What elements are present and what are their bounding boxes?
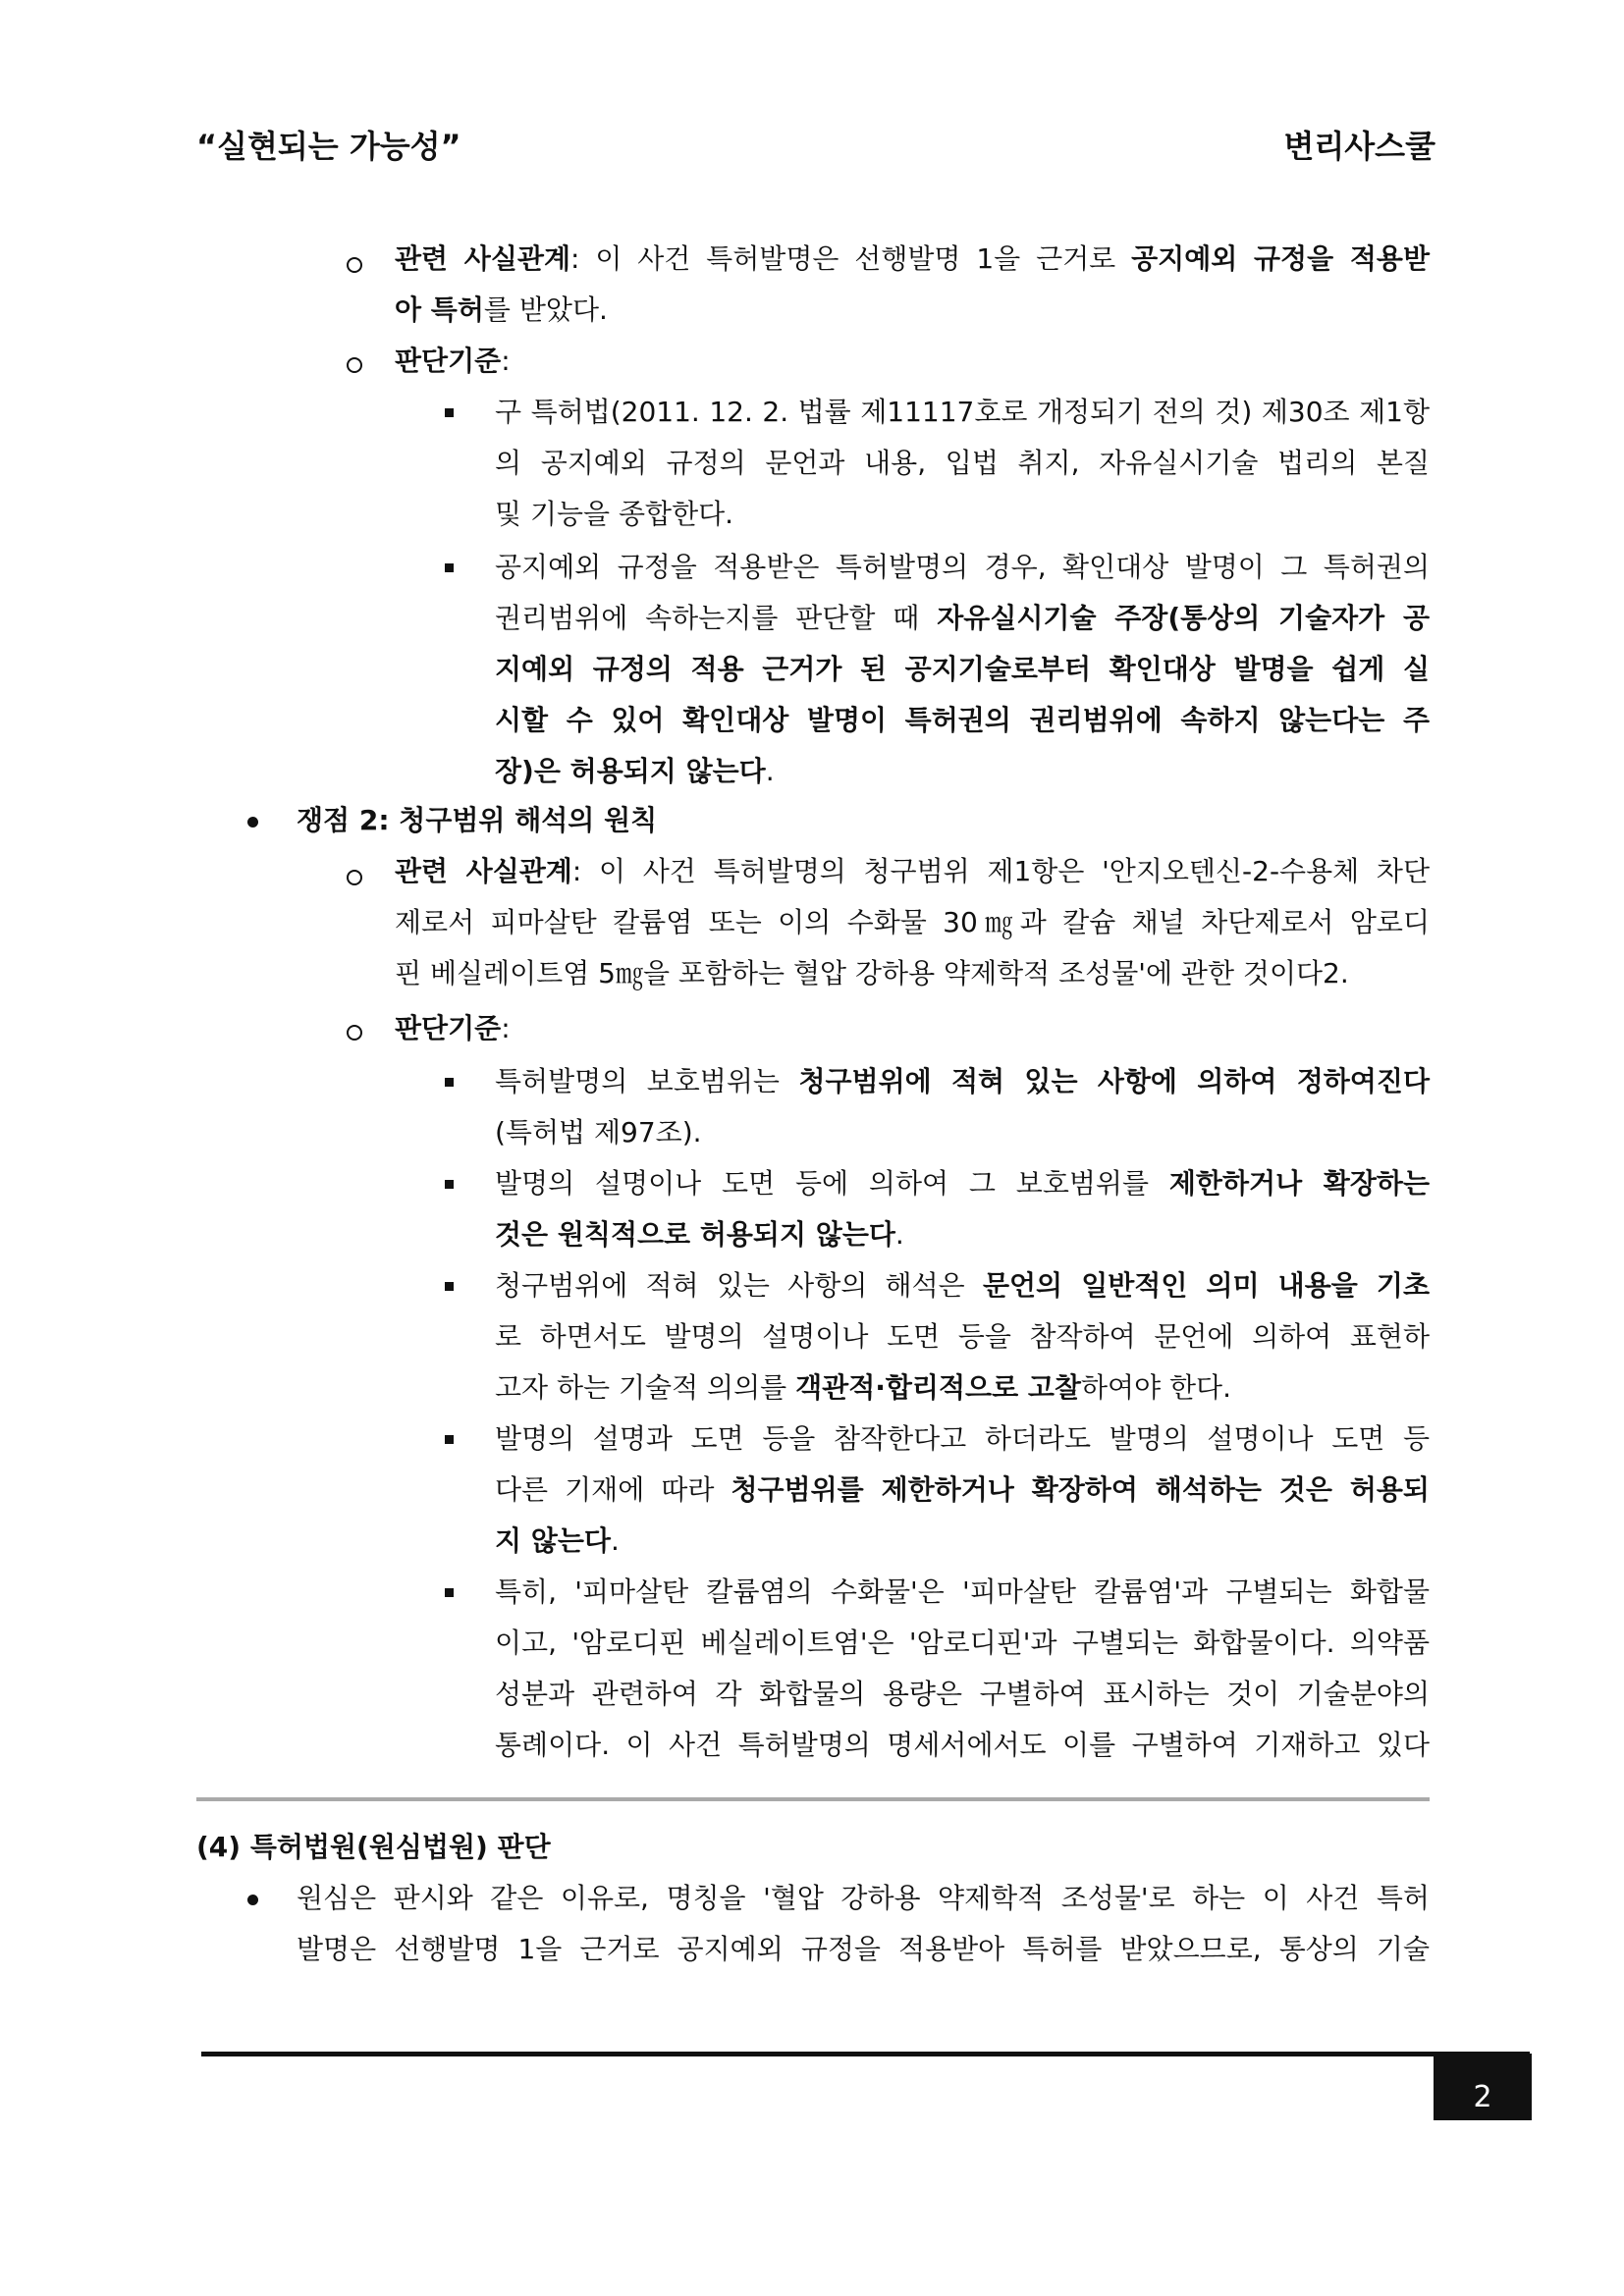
criteria-point-7: 특히, '피마살탄 칼륨염의 수화물'은 '피마살탄 칼륨염'과 구별되는 화합물 이고, '암로디핀 베실레이트염'은 '암로디핀'과 구별되는 화합물이다. 의약품 성분과 관련하여 각 화합물의 용량은 구별하여 표시하는 것이 기술분야의 통례이다. 이 사건 특허발명의 명세서에서도 이를 구별하여 기재하고 있다 bbox=[495, 1575, 1430, 1761]
criteria-point-4: 발명의 설명이나 도면 등에 의하여 그 보호범위를 제한하거나 확장하는 것은 원칙적으로 허용되지 않는다. bbox=[495, 1167, 1430, 1251]
square-bullet-icon bbox=[445, 408, 454, 417]
header-title: “실현되는 가능성” bbox=[196, 128, 461, 165]
criteria-point-5: 청구범위에 적혀 있는 사항의 해석은 문언의 일반적인 의미 내용을 기초 로 하면서도 발명의 설명이나 도면 등을 참작하여 문언에 의하여 표현하 고자 하는 기술적 의의를 객관적·합리적으로 고찰하여야 한다. bbox=[495, 1269, 1430, 1404]
circle-bullet-icon bbox=[347, 257, 362, 273]
criteria-point-1: 구 특허법(2011. 12. 2. 법률 제11117호로 개정되기 전의 것) 제30조 제1항 의 공지예외 규정의 문언과 내용, 입법 취지, 자유실시기술 법리의 본질 및 기능을 종합한다. bbox=[495, 396, 1430, 530]
square-bullet-icon bbox=[445, 563, 454, 572]
header-brand: 변리사스쿨 bbox=[1283, 128, 1435, 165]
circle-bullet-icon bbox=[347, 1025, 362, 1041]
criteria-label: 판단기준: bbox=[395, 1012, 511, 1044]
square-bullet-icon bbox=[445, 1078, 454, 1087]
dot-bullet-icon bbox=[247, 817, 258, 828]
criteria-point-6: 발명의 설명과 도면 등을 참작한다고 하더라도 발명의 설명이나 도면 등 다른 기재에 따라 청구범위를 제한하거나 확장하여 해석하는 것은 허용되 지 않는다. bbox=[495, 1422, 1430, 1557]
square-bullet-icon bbox=[445, 1588, 454, 1597]
issue-2-heading: 쟁점 2: 청구범위 해석의 원칙 bbox=[297, 804, 658, 836]
dot-bullet-icon bbox=[247, 1895, 258, 1905]
circle-bullet-icon bbox=[347, 357, 362, 373]
criteria-point-2: 공지예외 규정을 적용받은 특허발명의 경우, 확인대상 발명이 그 특허권의 권리범위에 속하는지를 판단할 때 자유실시기술 주장(통상의 기술자가 공 지예외 규정의 적용 근거가 된 공지기술로부터 확인대상 발명을 쉽게 실 시할 수 있어 확인대상 발명이 특허권의 권리범위에 속하지 않는다는 주 장)은 허용되지 않는다. bbox=[495, 551, 1431, 787]
fact-item-2: 관련 사실관계: 이 사건 특허발명의 청구범위 제1항은 '안지오텐신-2-수용체 차단 제로서 피마살탄 칼륨염 또는 이의 수화물 30㎎과 칼슘 채널 차단제로서 암로디 핀 베실레이트염 5㎎을 포함하는 혈압 강하용 약제학적 조성물'에 관한 것이다2. bbox=[395, 855, 1430, 989]
footer-rule bbox=[201, 2052, 1530, 2056]
square-bullet-icon bbox=[445, 1282, 454, 1291]
criteria-label: 판단기준: bbox=[395, 345, 511, 377]
page-number: 2 bbox=[1434, 2054, 1532, 2120]
circle-bullet-icon bbox=[347, 870, 362, 885]
square-bullet-icon bbox=[445, 1435, 454, 1444]
criteria-point-3: 특허발명의 보호범위는 청구범위에 적혀 있는 사항에 의하여 정하여진다 (특허법 제97조). bbox=[495, 1065, 1430, 1148]
fact-label: 관련 사실관계 bbox=[395, 242, 571, 275]
section-4-paragraph: 원심은 판시와 같은 이유로, 명칭을 '혈압 강하용 약제학적 조성물'로 하는 이 사건 특허 발명은 선행발명 1을 근거로 공지예외 규정을 적용받아 특허를 받았으므로, 통상의 기술 bbox=[297, 1882, 1430, 1965]
section-4-heading: (4) 특허법원(원심법원) 판단 bbox=[196, 1831, 551, 1863]
square-bullet-icon bbox=[445, 1180, 454, 1189]
fact-item-1: 관련 사실관계: 이 사건 특허발명은 선행발명 1을 근거로 공지예외 규정을 적용받 아 특허를 받았다. bbox=[395, 242, 1430, 326]
section-divider bbox=[196, 1797, 1430, 1801]
